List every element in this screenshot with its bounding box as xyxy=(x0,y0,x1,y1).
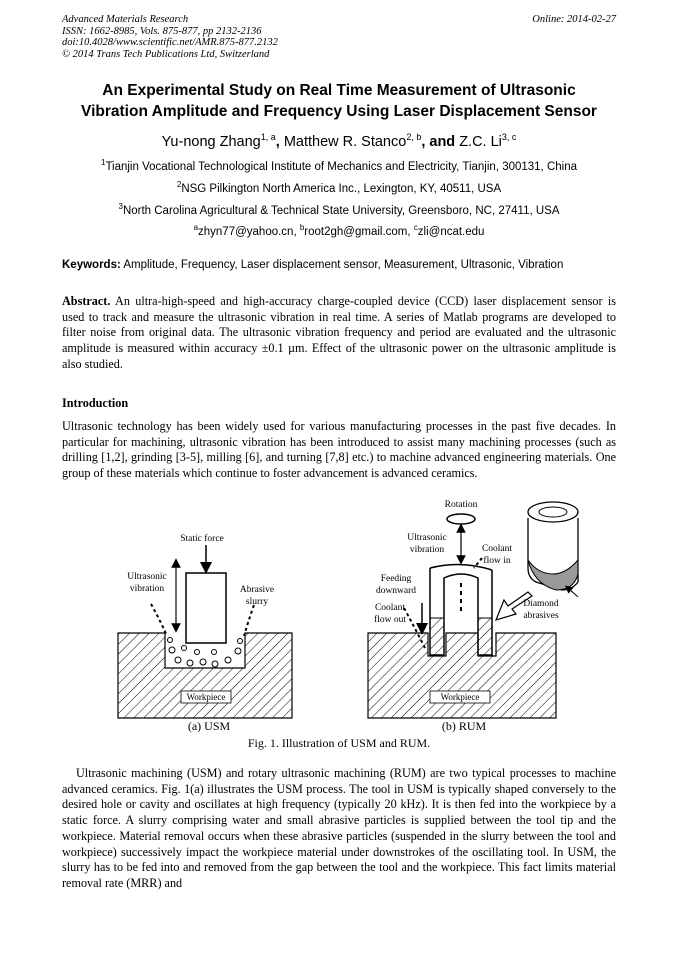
title-line-1: An Experimental Study on Real Time Measurement of Ultrasonic xyxy=(102,82,576,99)
journal-name: Advanced Materials Research xyxy=(62,14,189,25)
rum-feeding-label: Feeding xyxy=(380,574,412,584)
rum-diamond-label: Diamond xyxy=(523,599,559,609)
usm-abrasive-label: Abrasive xyxy=(239,585,275,595)
keywords-label: Keywords: xyxy=(62,259,121,271)
figure-caption: Fig. 1. Illustration of USM and RUM. xyxy=(247,736,431,750)
issn-line: ISSN: 1662-8985, Vols. 875-877, pp 2132-2136 xyxy=(62,25,262,37)
author-name: Z.C. Li xyxy=(459,133,502,150)
rum-abrasives-label: abrasives xyxy=(523,611,559,621)
affiliation: $^3$North Carolina Agricultural & Technical State University, Greensboro, NC, 27411, USA xyxy=(118,202,560,217)
intro-heading: Introduction xyxy=(62,396,129,410)
usm-ultrasonic-label: Ultrasonic xyxy=(127,572,167,582)
usm-right-slurry-flow xyxy=(244,605,254,636)
usm-tool xyxy=(186,573,226,643)
rum-vibration-label: vibration xyxy=(409,545,445,555)
rum-coolant-out-label-1: Coolant xyxy=(374,603,406,613)
online-date: Online: 2014-02-27 xyxy=(532,14,616,25)
affiliation: $^2$NSG Pilkington North America Inc., Lexington, KY, 40511, USA xyxy=(176,180,502,195)
rum-downward-label: downward xyxy=(375,586,417,596)
affiliation: $^1$Tianjin Vocational Technological Institute of Mechanics and Electricity, Tianjin, 300131, China xyxy=(100,158,577,173)
abstract-label: Abstract. xyxy=(62,294,111,308)
rum-workpiece-block xyxy=(368,633,556,718)
rum-diamond-pointer xyxy=(568,588,578,597)
usm-workpiece-label: Workpiece xyxy=(186,692,226,702)
usm-static-force-label: Static force xyxy=(180,534,224,544)
rum-caption: (b) RUM xyxy=(441,719,487,733)
usm-caption: (a) USM xyxy=(187,719,231,733)
rum-ultrasonic-label: Ultrasonic xyxy=(407,533,447,543)
rum-coolant-in-label-1: Coolant xyxy=(481,544,513,554)
abstract-text: An ultra-high-speed and high-accuracy charge-coupled device (CCD) laser displacement sensor is used to track and measure the ultrasonic vibration in real time. A series of Matlab programs are developed to filter noise from original data. The ultrasonic vibration frequency and period are evaluated and the ultrasonic amplitude is measured within accuracy ±0.1 µm. Effect of the ultrasonic power on the ultrasonic amplitude is also studied. xyxy=(62,294,616,371)
usm-workpiece-block xyxy=(118,633,292,718)
diamond-tool-inset xyxy=(528,502,578,590)
author-sup: 1, a xyxy=(260,132,276,142)
title-line-2: Vibration Amplitude and Frequency Using Laser Displacement Sensor xyxy=(81,103,597,120)
rum-diamond-tip-left xyxy=(430,618,444,655)
author-name: Yu-nong Zhang xyxy=(161,133,261,150)
rum-flow-in-label: flow in xyxy=(483,556,511,566)
email-link[interactable]: zhyn77@yahoo.cn, xyxy=(198,225,300,238)
author-name: Matthew R. Stanco xyxy=(283,133,407,150)
author-list: Yu-nong Zhang$^{1, a}$, Matthew R. Stanco$^{2, b}$, and Z.C. Li$^{3, c}$ xyxy=(161,132,517,150)
author-sup: 2, b xyxy=(406,132,422,142)
doi-line: doi:10.4028/www.scientific.net/AMR.875-877.2132 xyxy=(62,37,278,48)
usm-left-slurry-flow xyxy=(151,604,167,636)
rum-workpiece-label: Workpiece xyxy=(440,692,480,702)
email-link[interactable]: root2gh@gmail.com, xyxy=(304,225,414,238)
rum-flow-out-label: flow out xyxy=(374,615,406,625)
email-link[interactable]: zli@ncat.edu xyxy=(417,225,485,238)
rum-rotation-arrow xyxy=(447,514,475,524)
rum-rotation-label: Rotation xyxy=(444,500,478,510)
usm-diagram xyxy=(118,533,292,733)
intro-paragraph: Ultrasonic technology has been widely used for various manufacturing processes in the past five decades. In particular for machining, ultrasonic vibration has been introduced to assist many machining processes (such as drilling [1,2], grinding [3-5], milling [6], and turning [7,8] etc.) to machine advanced engineering materials. One group of these materials which continue to foster advancement is advanced ceramics. xyxy=(62,419,616,481)
copyright-line: © 2014 Trans Tech Publications Ltd, Switzerland xyxy=(62,48,270,60)
email-list: $^a$zhyn77@yahoo.cn, $^b$root2gh@gmail.com, $^c$zli@ncat.edu xyxy=(193,223,485,238)
usm-slurry-label: slurry xyxy=(245,597,269,607)
keywords-text: Amplitude, Frequency, Laser displacement sensor, Measurement, Ultrasonic, Vibration xyxy=(120,259,564,271)
rum-diagram xyxy=(368,500,578,733)
body-paragraph: Ultrasonic machining (USM) and rotary ultrasonic machining (RUM) are two typical processes to machine advanced ceramics. Fig. 1(a) illustrates the USM process. The tool in USM is typically shaped conversely to the desired hole or cavity and oscillates at high frequency (typically 20 kHz). It is then fed into the workpiece by a static force. A slurry comprising water and small abrasive particles is supplied between the tool tip and the workpiece. Material removal occurs when these abrasive particles (suspended in the slurry between the tool and workpiece) successively impact the workpiece material under downstrokes of the oscillating tool. In USM, the slurry has to be fed into and removed from the gap between the tool and the workpiece. This fact limits material removal rate (MRR) and xyxy=(62,766,616,890)
author-sup: 3, c xyxy=(501,132,517,142)
usm-vibration-label: vibration xyxy=(129,584,165,594)
rum-diamond-tip-right xyxy=(478,618,492,655)
